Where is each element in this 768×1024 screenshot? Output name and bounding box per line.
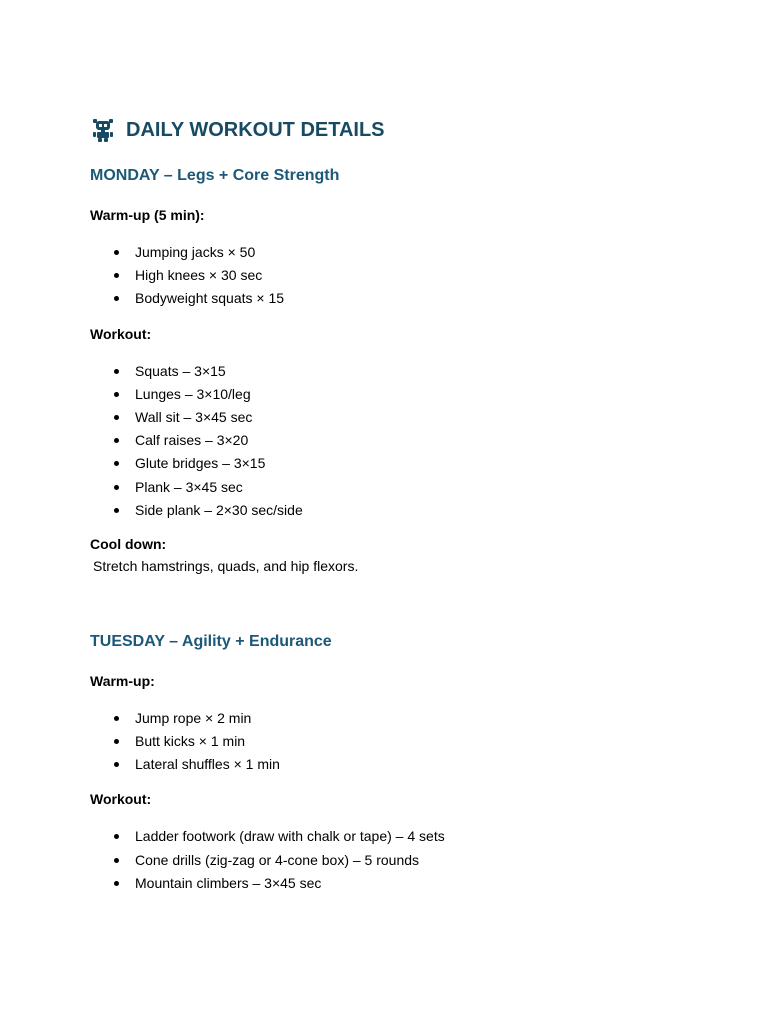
tuesday-heading: TUESDAY – Agility + Endurance [90,632,332,650]
document-page [90,112,730,895]
list-item: Cone drills (zig-zag or 4-cone box) – 5 rounds [90,849,730,872]
monday-cooldown-text: Stretch hamstrings, quads, and hip flexors. [93,557,359,574]
list-item: Side plank – 2×30 sec/side [90,499,730,522]
list-item: Mountain climbers – 3×45 sec [90,872,730,895]
monday-heading: MONDAY – Legs + Core Strength [90,167,340,184]
list-item: Lunges – 3×10/leg [90,383,730,406]
monday-workout-label: Workout: [90,325,152,342]
tuesday-workout-label: Workout: [90,791,152,808]
list-item: Lateral shuffles × 1 min [90,753,730,776]
list-item: Calf raises – 3×20 [90,429,730,452]
document-title-text: DAILY WORKOUT DETAILS [126,118,385,141]
monday-warmup-label: Warm-up (5 min): [90,207,205,223]
tuesday-workout-list [90,825,730,895]
list-item: Wall sit – 3×45 sec [90,406,730,429]
monday-warmup-list [90,241,730,311]
list-item: Glute bridges – 3×15 [90,452,730,475]
tuesday-warmup-label: Warm-up: [90,672,155,689]
list-item: Bodyweight squats × 15 [90,287,730,310]
list-item: Butt kicks × 1 min [90,730,730,753]
monday-cooldown-label: Cool down: [90,535,167,552]
tuesday-warmup-list [90,707,730,777]
list-item: High knees × 30 sec [90,264,730,287]
list-item: Jumping jacks × 50 [90,241,730,264]
document-title [90,112,730,148]
monday-workout-list [90,360,730,522]
list-item: Plank – 3×45 sec [90,476,730,499]
list-item: Ladder footwork (draw with chalk or tape) – 4 sets [90,825,730,848]
list-item: Squats – 3×15 [90,360,730,383]
robot-icon [90,117,116,143]
list-item: Jump rope × 2 min [90,707,730,730]
